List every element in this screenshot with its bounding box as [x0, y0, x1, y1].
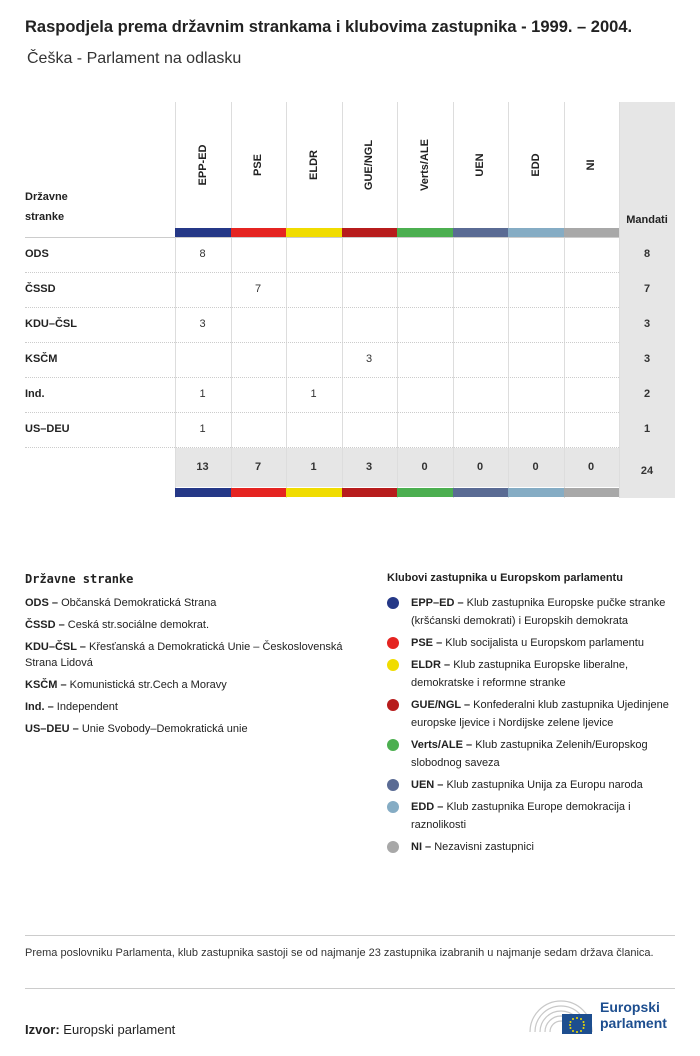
- group-header-label: PSE: [252, 153, 264, 177]
- group-legend-heading: Klubovi zastupnika u Europskom parlamentu: [387, 572, 623, 584]
- group-abbr: NI –: [411, 841, 435, 853]
- party-legend-item: [25, 721, 355, 737]
- party-name: Ceská str.sociálne demokrat.: [67, 619, 210, 631]
- row-separator: [25, 342, 619, 343]
- group-header-label: UEN: [474, 153, 486, 177]
- group-abbr: EPP–ED –: [411, 597, 467, 609]
- row-label: KDU–ČSL: [25, 318, 77, 330]
- row-label: ČSSD: [25, 283, 56, 295]
- row-header-line2: stranke: [25, 211, 65, 223]
- group-header-label: EDD: [529, 153, 542, 177]
- table-cell: 7: [254, 283, 262, 295]
- party-abbr: KSČM –: [25, 679, 70, 691]
- group-header-ni: [564, 102, 619, 228]
- group-name: Klub zastupnika Unija za Europu naroda: [446, 779, 643, 791]
- logo-line1: Europski: [600, 999, 660, 1015]
- column-total: 0: [421, 461, 428, 473]
- divider: [25, 935, 675, 936]
- source-label: Izvor:: [25, 1022, 60, 1037]
- group-abbr: EDD –: [411, 801, 447, 813]
- row-header: [25, 187, 68, 227]
- row-total: 7: [643, 283, 651, 295]
- group-color-bar: [342, 228, 398, 237]
- group-color-bar-bottom: [286, 488, 342, 497]
- row-header-line1: Državne: [25, 191, 68, 203]
- row-separator: [25, 377, 619, 378]
- distribution-table: [0, 0, 700, 520]
- group-abbr: PSE –: [411, 637, 446, 649]
- row-label: Ind.: [25, 388, 45, 400]
- party-legend-heading: Državne stranke: [25, 572, 134, 586]
- group-legend-item: [387, 736, 677, 772]
- grand-total: 24: [640, 465, 654, 477]
- party-legend-item: [25, 639, 355, 671]
- group-name: Klub zastupnika Europe demokracija i raznolikosti: [411, 801, 631, 831]
- legend-dot-icon: [387, 699, 399, 711]
- table-cell: 3: [199, 318, 206, 330]
- table-cell: 1: [310, 388, 317, 400]
- logo-text: [600, 999, 667, 1031]
- group-name: Klub zastupnika Zelenih/Europskog slobodnog saveza: [411, 739, 648, 769]
- group-color-bar: [453, 228, 509, 237]
- party-name: Křesťanská a Demokratická Unie – Československá Strana Lidová: [25, 641, 343, 669]
- group-legend-item: [387, 634, 677, 652]
- group-color-bar: [286, 228, 342, 237]
- row-total: 3: [643, 318, 651, 330]
- party-legend-item: [25, 677, 355, 693]
- party-legend-item: [25, 699, 355, 715]
- group-header-guengl: [342, 102, 397, 228]
- chart-title: Raspodjela prema državnim strankama i klubovima zastupnika - 1999. – 2004.: [25, 18, 633, 36]
- group-name: Nezavisni zastupnici: [434, 841, 534, 853]
- group-name: Konfederalni klub zastupnika Ujedinjene europske ljevice i Nordijske zelene ljevice: [411, 699, 669, 729]
- group-legend-item: [387, 594, 677, 630]
- group-color-bar-bottom: [342, 488, 398, 497]
- row-separator: [25, 307, 619, 308]
- group-legend-item: [387, 838, 677, 856]
- group-color-bar-bottom: [564, 488, 620, 497]
- group-color-bar-bottom: [175, 488, 231, 497]
- group-color-bar-bottom: [397, 488, 453, 497]
- group-color-bar: [508, 228, 564, 237]
- group-legend: [387, 572, 677, 860]
- table-cell: 8: [199, 248, 206, 260]
- source-line: [25, 1022, 175, 1037]
- footnote: Prema poslovniku Parlamenta, klub zastupnika sastoji se od najmanje 23 zastupnika izabranih u najmanje sedam država članica.: [25, 947, 654, 959]
- group-abbr: Verts/ALE –: [411, 739, 476, 751]
- row-total: 3: [643, 353, 651, 365]
- european-parliament-logo: [528, 996, 678, 1038]
- group-legend-item: [387, 776, 677, 794]
- row-total: 8: [643, 248, 651, 260]
- row-label: ODS: [25, 248, 49, 260]
- source-value: Europski parlament: [63, 1022, 176, 1037]
- group-header-eldr: [286, 102, 341, 228]
- group-abbr: GUE/NGL –: [411, 699, 474, 711]
- group-legend-item: [387, 798, 677, 834]
- party-abbr: KDU–ČSL –: [25, 641, 89, 653]
- group-color-bar-bottom: [453, 488, 509, 497]
- mandati-header: Mandati: [626, 214, 668, 226]
- hemicycle-icon: [528, 996, 594, 1036]
- group-header-pse: [231, 102, 286, 228]
- group-header-label: Verts/ALE: [418, 139, 431, 191]
- table-cell: 3: [365, 353, 373, 365]
- group-header-uen: [453, 102, 508, 228]
- table-cell: 1: [199, 423, 206, 435]
- row-separator: [25, 447, 619, 448]
- group-header-epped: [175, 102, 230, 228]
- party-name: Komunistická str.Cech a Moravy: [69, 679, 227, 691]
- divider: [25, 988, 675, 989]
- party-abbr: ODS –: [25, 597, 62, 609]
- row-label: US–DEU: [25, 423, 70, 435]
- group-color-bar: [231, 228, 287, 237]
- column-total: 0: [532, 461, 539, 473]
- row-total: 1: [643, 423, 651, 435]
- row-separator: [25, 412, 619, 413]
- party-legend-item: [25, 595, 355, 611]
- group-name: Klub socijalista u Europskom parlamentu: [445, 637, 644, 649]
- group-color-bar-bottom: [231, 488, 287, 497]
- party-legend: [25, 572, 355, 743]
- group-header-edd: [508, 102, 563, 228]
- group-header-vertsale: [397, 102, 452, 228]
- row-label: KSČM: [25, 353, 58, 365]
- row-total: 2: [643, 388, 651, 400]
- group-color-bar: [564, 228, 620, 237]
- party-name: Independent: [56, 701, 118, 713]
- group-header-label: EPP-ED: [196, 144, 209, 186]
- table-cell: 1: [199, 388, 206, 400]
- party-abbr: US–DEU –: [25, 723, 82, 735]
- party-name: Unie Svobody–Demokratická unie: [81, 723, 248, 735]
- group-abbr: ELDR –: [411, 659, 454, 671]
- legend-dot-icon: [387, 801, 399, 813]
- group-header-label: NI: [585, 159, 597, 171]
- legend-dot-icon: [387, 597, 399, 609]
- column-total: 7: [254, 461, 262, 473]
- group-abbr: UEN –: [411, 779, 447, 791]
- group-color-bar: [397, 228, 453, 237]
- group-color-bar-bottom: [508, 488, 564, 497]
- row-separator: [25, 272, 619, 273]
- column-total: 1: [310, 461, 317, 473]
- logo-line2: parlament: [600, 1015, 667, 1031]
- column-total: 0: [587, 461, 595, 473]
- column-total: 0: [476, 461, 484, 473]
- group-header-label: ELDR: [307, 150, 320, 180]
- group-legend-item: [387, 696, 677, 732]
- party-legend-item: [25, 617, 355, 633]
- party-name: Občanská Demokratická Strana: [61, 597, 217, 609]
- party-abbr: ČSSD –: [25, 619, 68, 631]
- group-color-bar: [175, 228, 231, 237]
- legend-dot-icon: [387, 739, 399, 751]
- group-header-label: GUE/NGL: [363, 139, 375, 191]
- legend-dot-icon: [387, 659, 399, 671]
- legend-dot-icon: [387, 637, 399, 649]
- group-name: Klub zastupnika Europske liberalne, demokratske i reformne stranke: [411, 659, 629, 689]
- legend-dot-icon: [387, 779, 399, 791]
- chart-subtitle: Češka - Parlament na odlasku: [27, 50, 242, 67]
- party-abbr: Ind. –: [25, 701, 57, 713]
- legend-dot-icon: [387, 841, 399, 853]
- column-total: 3: [365, 461, 373, 473]
- group-legend-item: [387, 656, 677, 692]
- row-separator: [25, 237, 619, 238]
- column-total: 13: [196, 461, 209, 473]
- column-divider: [619, 102, 620, 498]
- group-name: Klub zastupnika Europske pučke stranke (kršćanski demokrati) i Europskih demokrata: [411, 597, 666, 627]
- mandati-column-bg: [619, 102, 675, 498]
